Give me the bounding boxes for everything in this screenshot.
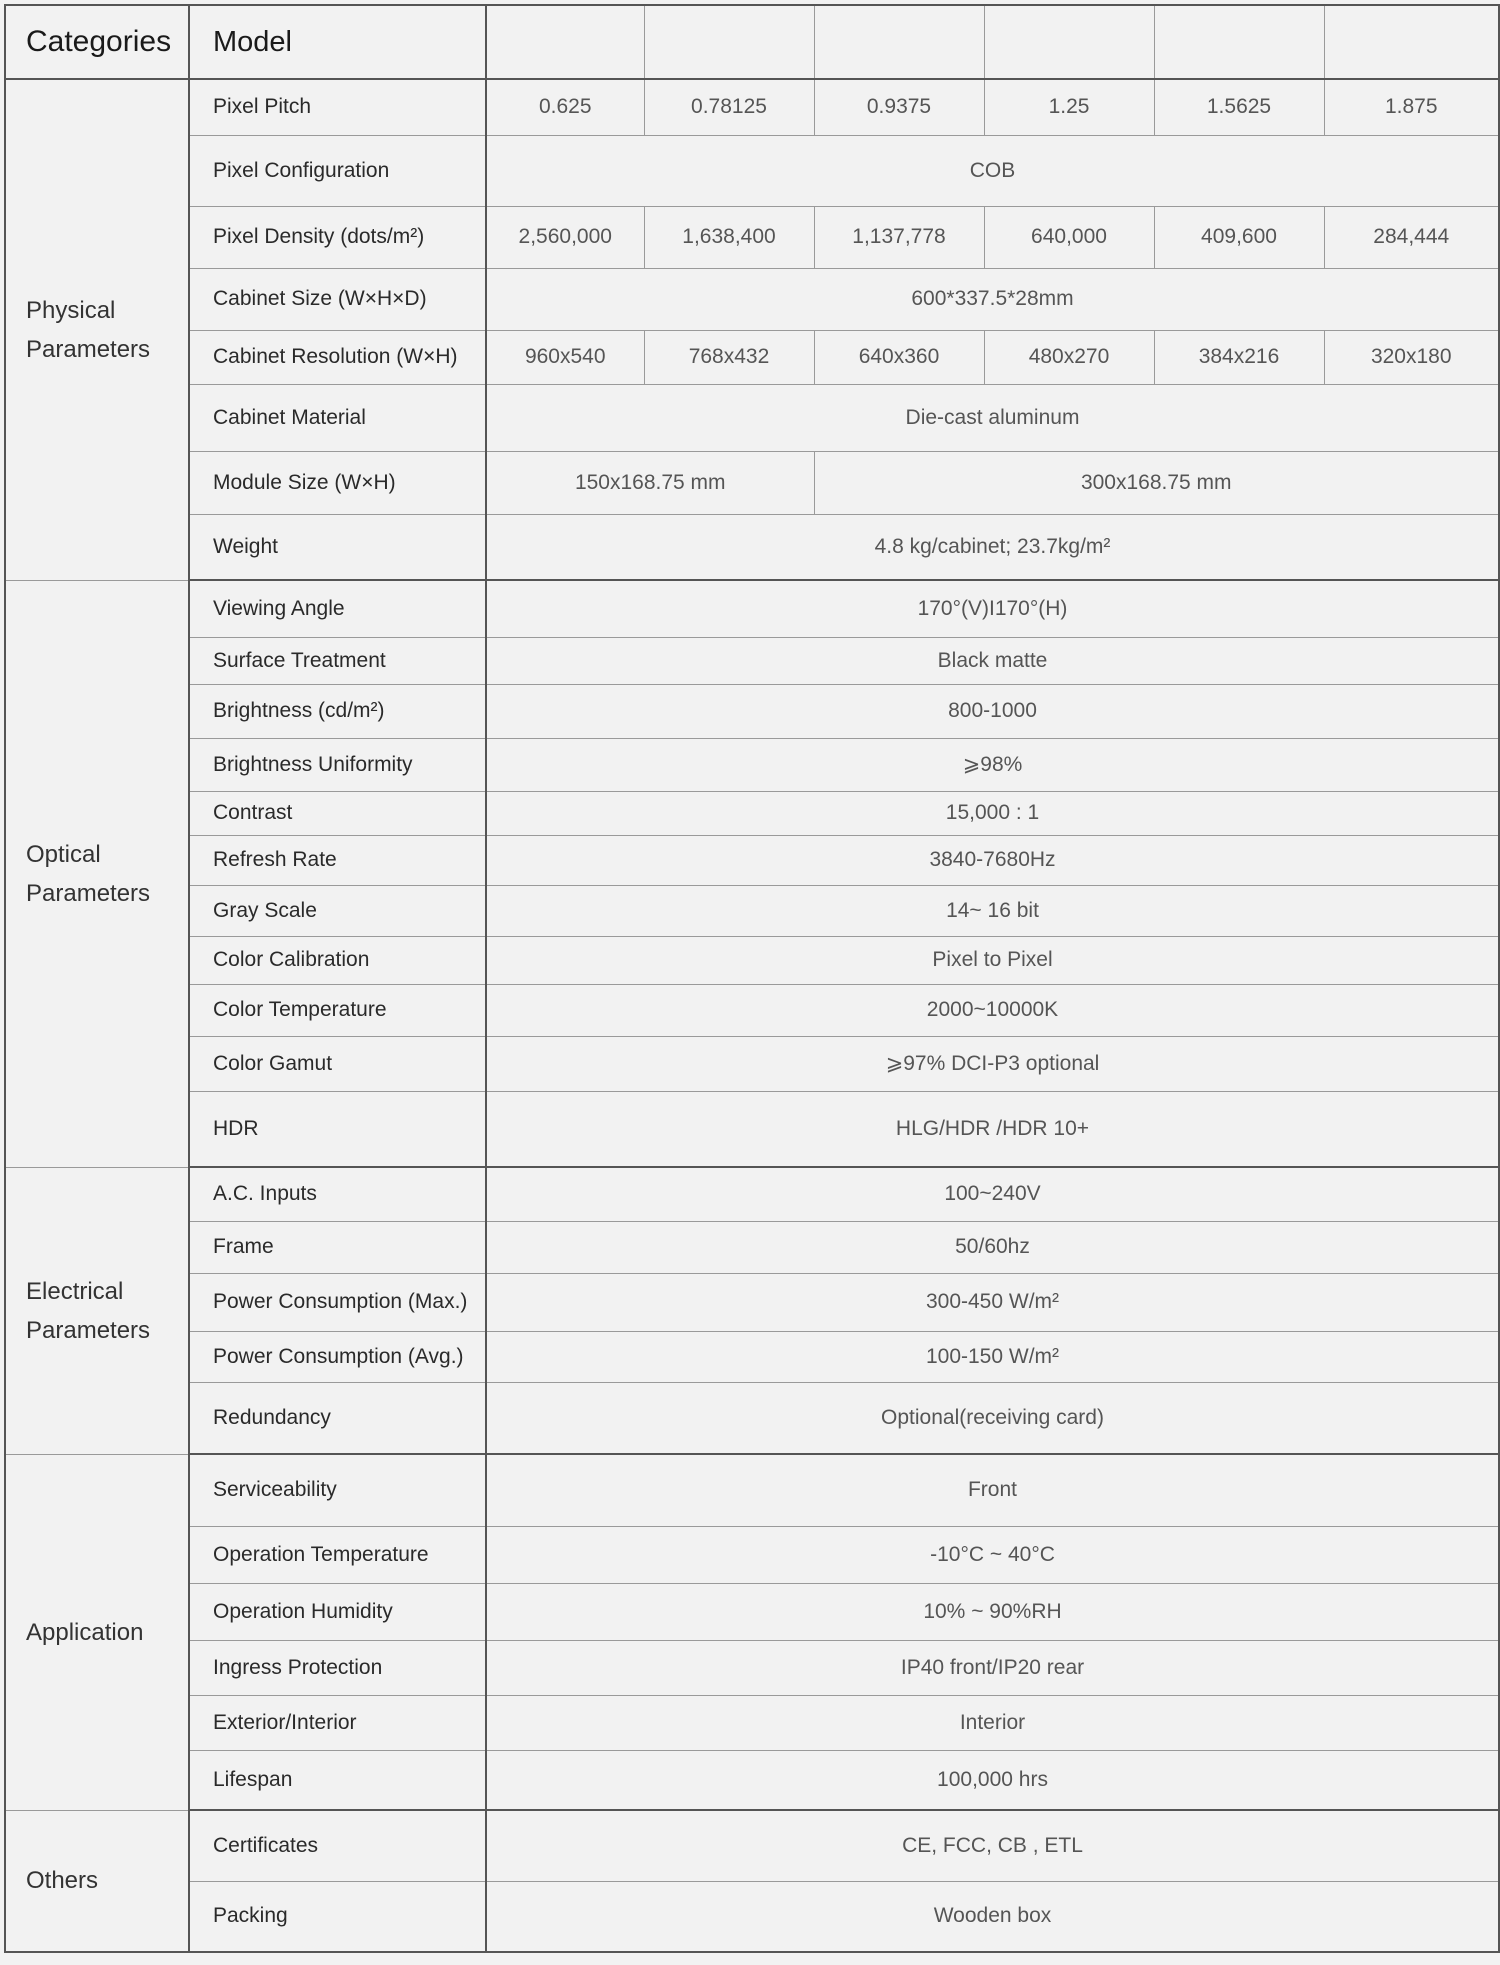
param-label: Lifespan bbox=[189, 1750, 486, 1810]
packing-row bbox=[5, 1881, 1499, 1952]
category-line: Optical bbox=[26, 840, 101, 868]
param-label: Gray Scale bbox=[189, 885, 486, 936]
power-max-row bbox=[5, 1273, 1499, 1331]
category-line: Physical bbox=[26, 296, 116, 324]
param-label: Color Temperature bbox=[189, 984, 486, 1036]
category-line: Parameters bbox=[26, 1316, 151, 1344]
brightness-value: 800-1000 bbox=[486, 684, 1499, 738]
pixel-density-row bbox=[5, 206, 1499, 268]
param-label: Cabinet Size (W×H×D) bbox=[189, 268, 486, 330]
param-label: Operation Humidity bbox=[189, 1583, 486, 1640]
param-label: Certificates bbox=[189, 1810, 486, 1881]
param-label: Cabinet Resolution (W×H) bbox=[189, 330, 486, 384]
category-line: Others bbox=[26, 1867, 99, 1895]
pixel-pitch-value: 1.25 bbox=[984, 79, 1154, 135]
model-column-5 bbox=[1154, 5, 1324, 79]
cabinet-resolution-row bbox=[5, 330, 1499, 384]
param-label: Power Consumption (Max.) bbox=[189, 1273, 486, 1331]
pixel-pitch-value: 0.9375 bbox=[814, 79, 984, 135]
category-line: Application bbox=[26, 1618, 144, 1646]
contrast-value: 15,000 : 1 bbox=[486, 791, 1499, 835]
category-line: Parameters bbox=[26, 879, 151, 907]
model-column-2 bbox=[644, 5, 814, 79]
weight-row bbox=[5, 514, 1499, 580]
param-label: Color Calibration bbox=[189, 936, 486, 984]
module-size-row bbox=[5, 451, 1499, 514]
param-label: Operation Temperature bbox=[189, 1526, 486, 1583]
color-gamut-value: ⩾97% DCI-P3 optional bbox=[486, 1036, 1499, 1091]
exterior-interior-row bbox=[5, 1695, 1499, 1750]
param-label: Weight bbox=[189, 514, 486, 580]
redundancy-value: Optional(receiving card) bbox=[486, 1382, 1499, 1454]
color-temperature-value: 2000~10000K bbox=[486, 984, 1499, 1036]
brightness-uniformity-row bbox=[5, 738, 1499, 791]
certificates-row bbox=[5, 1810, 1499, 1881]
weight-value: 4.8 kg/cabinet; 23.7kg/m² bbox=[486, 514, 1499, 580]
header-row bbox=[5, 5, 1499, 79]
model-column-4 bbox=[984, 5, 1154, 79]
pixel-density-value: 409,600 bbox=[1154, 206, 1324, 268]
refresh-rate-row bbox=[5, 835, 1499, 885]
pixel-density-value: 284,444 bbox=[1324, 206, 1499, 268]
frame-row bbox=[5, 1221, 1499, 1273]
color-calibration-row bbox=[5, 936, 1499, 984]
packing-value: Wooden box bbox=[486, 1881, 1499, 1952]
param-label: Color Gamut bbox=[189, 1036, 486, 1091]
color-calibration-value: Pixel to Pixel bbox=[486, 936, 1499, 984]
pixel-density-value: 1,137,778 bbox=[814, 206, 984, 268]
pixel-configuration-row bbox=[5, 135, 1499, 206]
pixel-density-value: 2,560,000 bbox=[486, 206, 644, 268]
param-label: Viewing Angle bbox=[189, 580, 486, 637]
gray-scale-row bbox=[5, 885, 1499, 936]
param-label: Brightness (cd/m²) bbox=[189, 684, 486, 738]
redundancy-row bbox=[5, 1382, 1499, 1454]
viewing-angle-value: 170°(V)I170°(H) bbox=[486, 580, 1499, 637]
param-label: Power Consumption (Avg.) bbox=[189, 1331, 486, 1382]
model-column-3 bbox=[814, 5, 984, 79]
serviceability-value: Front bbox=[486, 1454, 1499, 1526]
cabinet-resolution-value: 320x180 bbox=[1324, 330, 1499, 384]
pixel-pitch-value: 1.875 bbox=[1324, 79, 1499, 135]
brightness-uniformity-value: ⩾98% bbox=[486, 738, 1499, 791]
param-label: Brightness Uniformity bbox=[189, 738, 486, 791]
model-column-6 bbox=[1324, 5, 1499, 79]
brightness-row bbox=[5, 684, 1499, 738]
param-label: Contrast bbox=[189, 791, 486, 835]
pixel-density-value: 1,638,400 bbox=[644, 206, 814, 268]
ac-inputs-row bbox=[5, 1167, 1499, 1221]
cabinet-resolution-value: 768x432 bbox=[644, 330, 814, 384]
category-physical-parameters bbox=[5, 79, 189, 580]
cabinet-resolution-value: 384x216 bbox=[1154, 330, 1324, 384]
categories-header: Categories bbox=[5, 5, 189, 79]
operation-humidity-row bbox=[5, 1583, 1499, 1640]
category-others bbox=[5, 1810, 189, 1952]
operation-temperature-value: -10°C ~ 40°C bbox=[486, 1526, 1499, 1583]
surface-treatment-value: Black matte bbox=[486, 637, 1499, 684]
param-label: Exterior/Interior bbox=[189, 1695, 486, 1750]
cabinet-resolution-value: 960x540 bbox=[486, 330, 644, 384]
param-label: A.C. Inputs bbox=[189, 1167, 486, 1221]
category-line: Electrical bbox=[26, 1277, 124, 1305]
cabinet-material-value: Die-cast aluminum bbox=[486, 384, 1499, 451]
pixel-pitch-row bbox=[5, 79, 1499, 135]
pixel-pitch-value: 0.78125 bbox=[644, 79, 814, 135]
param-label: Redundancy bbox=[189, 1382, 486, 1454]
param-label: Pixel Configuration bbox=[189, 135, 486, 206]
param-label: Serviceability bbox=[189, 1454, 486, 1526]
contrast-row bbox=[5, 791, 1499, 835]
serviceability-row bbox=[5, 1454, 1499, 1526]
param-label: Refresh Rate bbox=[189, 835, 486, 885]
hdr-row bbox=[5, 1091, 1499, 1167]
color-temperature-row bbox=[5, 984, 1499, 1036]
ac-inputs-value: 100~240V bbox=[486, 1167, 1499, 1221]
lifespan-row bbox=[5, 1750, 1499, 1810]
gray-scale-value: 14~ 16 bit bbox=[486, 885, 1499, 936]
param-label: Ingress Protection bbox=[189, 1640, 486, 1695]
param-label: Cabinet Material bbox=[189, 384, 486, 451]
param-label: Module Size (W×H) bbox=[189, 451, 486, 514]
category-application bbox=[5, 1454, 189, 1810]
pixel-configuration-value: COB bbox=[486, 135, 1499, 206]
operation-humidity-value: 10% ~ 90%RH bbox=[486, 1583, 1499, 1640]
module-size-value: 150x168.75 mm bbox=[486, 451, 814, 514]
certificates-value: CE, FCC, CB , ETL bbox=[486, 1810, 1499, 1881]
ingress-protection-value: IP40 front/IP20 rear bbox=[486, 1640, 1499, 1695]
param-label: Pixel Density (dots/m²) bbox=[189, 206, 486, 268]
refresh-rate-value: 3840-7680Hz bbox=[486, 835, 1499, 885]
viewing-angle-row bbox=[5, 580, 1499, 637]
color-gamut-row bbox=[5, 1036, 1499, 1091]
power-avg-value: 100-150 W/m² bbox=[486, 1331, 1499, 1382]
category-line: Parameters bbox=[26, 335, 151, 363]
cabinet-size-value: 600*337.5*28mm bbox=[486, 268, 1499, 330]
ingress-protection-row bbox=[5, 1640, 1499, 1695]
param-label: Frame bbox=[189, 1221, 486, 1273]
pixel-pitch-value: 1.5625 bbox=[1154, 79, 1324, 135]
lifespan-value: 100,000 hrs bbox=[486, 1750, 1499, 1810]
frame-value: 50/60hz bbox=[486, 1221, 1499, 1273]
spec-table bbox=[4, 4, 1500, 1953]
param-label: Packing bbox=[189, 1881, 486, 1952]
module-size-value: 300x168.75 mm bbox=[814, 451, 1499, 514]
hdr-value: HLG/HDR /HDR 10+ bbox=[486, 1091, 1499, 1167]
param-label: Surface Treatment bbox=[189, 637, 486, 684]
model-column-1 bbox=[486, 5, 644, 79]
category-optical-parameters bbox=[5, 580, 189, 1167]
category-electrical-parameters bbox=[5, 1167, 189, 1454]
surface-treatment-row bbox=[5, 637, 1499, 684]
pixel-density-value: 640,000 bbox=[984, 206, 1154, 268]
param-label: HDR bbox=[189, 1091, 486, 1167]
cabinet-resolution-value: 480x270 bbox=[984, 330, 1154, 384]
exterior-interior-value: Interior bbox=[486, 1695, 1499, 1750]
cabinet-material-row bbox=[5, 384, 1499, 451]
cabinet-resolution-value: 640x360 bbox=[814, 330, 984, 384]
pixel-pitch-value: 0.625 bbox=[486, 79, 644, 135]
power-avg-row bbox=[5, 1331, 1499, 1382]
param-label: Pixel Pitch bbox=[189, 79, 486, 135]
operation-temperature-row bbox=[5, 1526, 1499, 1583]
power-max-value: 300-450 W/m² bbox=[486, 1273, 1499, 1331]
model-header: Model bbox=[189, 5, 486, 79]
cabinet-size-row bbox=[5, 268, 1499, 330]
